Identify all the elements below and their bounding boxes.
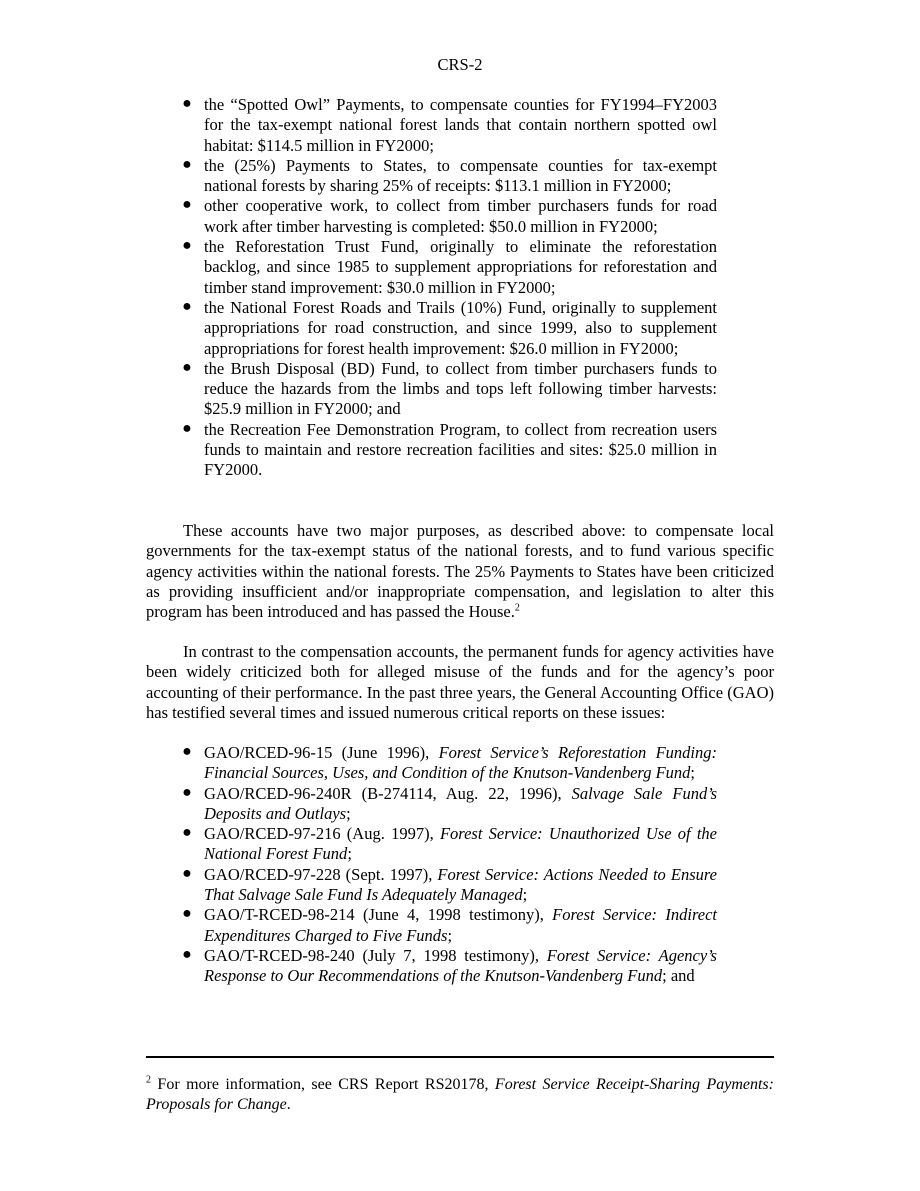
gao-report-list [180,743,717,987]
report-suffix: ; [346,803,351,823]
bullet-icon: ● [182,155,192,173]
body-paragraph [146,642,774,723]
bullet-icon: ● [182,905,192,923]
bullet-icon: ● [182,743,192,760]
list-item-text: the Brush Disposal (BD) Fund, to collect from timber purchasers funds to reduce the hazards from the limbs and tops left following timber harvests: $25.9 million in FY2000; and [204,358,717,419]
list-item [180,420,717,481]
paragraph-text: These accounts have two major purposes, as described above: to compensate local governments for the tax-exempt status of the national forests, and to fund various specific agency activities within the national forests. The 25% Payments to States have been criticized as providing insufficient and/or inappropriate compensation, and legislation to alter this program has been introduced and has passed the House. [146,521,774,622]
list-item [180,196,717,237]
report-title: Forest Service’s Reforestation Funding: Financial Sources, Uses, and Condition of the Knutson-Vandenberg Fund [204,743,717,783]
page-header: CRS-2 [437,55,483,74]
bullet-icon: ● [182,864,192,882]
list-item-text: the (25%) Payments to States, to compensate counties for tax-exempt national forests by sharing 25% of receipts: $113.1 million in FY2000; [204,155,717,196]
list-item [180,946,717,987]
list-item-text: the Recreation Fee Demonstration Program, to collect from recreation users funds to maintain and restore recreation facilities and sites: $25.0 million in FY2000. [204,419,717,480]
bullet-icon: ● [182,358,192,376]
list-item-text: the “Spotted Owl” Payments, to compensate counties for FY1994–FY2003 for the tax-exempt national forest lands that contain northern spotted owl habitat: $114.5 million in FY2000; [204,95,717,155]
bullet-icon: ● [182,419,192,437]
list-item [180,743,717,784]
list-item [180,905,717,946]
report-reference: GAO/RCED-97-216 (Aug. 1997), [204,824,440,844]
list-item [180,865,717,906]
footnote-title: Forest Service Receipt-Sharing Payments: Proposals for Change [146,1076,774,1113]
list-item [180,237,717,298]
report-suffix: ; [690,763,695,783]
report-title: Salvage Sale Fund’s Deposits and Outlays [204,783,717,823]
list-item [180,824,717,865]
report-citation [204,946,717,987]
footnote-reference: 2 [514,602,520,614]
footnote-divider [146,1056,774,1058]
report-title: Forest Service: Actions Needed to Ensure That Salvage Sale Fund Is Adequately Managed [204,864,717,905]
bullet-icon: ● [182,95,192,112]
compensation-list [180,95,717,481]
report-reference: GAO/RCED-96-240R (B-274114, Aug. 22, 1996), [204,783,572,803]
report-suffix: ; and [662,966,695,986]
footnote-text: For more information, see CRS Report RS20178, [151,1076,495,1093]
bullet-icon: ● [182,783,192,801]
report-reference: GAO/RCED-97-228 (Sept. 1997), [204,864,438,884]
report-citation [204,905,717,946]
list-item [180,298,717,359]
bullet-icon: ● [182,297,192,315]
bullet-icon: ● [182,945,192,963]
report-reference: GAO/T-RCED-98-214 (June 4, 1998 testimony), [204,905,553,925]
bullet-icon: ● [182,237,192,255]
list-item [180,784,717,825]
footnote-number: 2 [146,1074,151,1086]
report-citation [204,784,717,825]
footnote [146,1075,774,1115]
body-paragraph [146,521,774,622]
report-reference: GAO/RCED-96-15 (June 1996), [204,743,439,762]
list-item-text: the National Forest Roads and Trails (10%) Fund, originally to supplement appropriations for road construction, and since 1999, also to supplement appropriations for forest health improvement: $26.0 million in FY2000; [204,297,717,358]
report-title: Forest Service: Unauthorized Use of the National Forest Fund [204,824,718,864]
report-citation [204,824,717,865]
report-title: Forest Service: Agency’s Response to Our Recommendations of the Knutson-Vandenberg Fund [204,945,717,986]
report-title: Forest Service: Indirect Expenditures Charged to Five Funds [204,905,717,945]
list-item-text: the Reforestation Trust Fund, originally to eliminate the reforestation backlog, and since 1985 to supplement appropriations for reforestation and timber stand improvement: $30.0 million in FY2000; [204,237,717,297]
report-suffix: ; [447,925,453,945]
list-item [180,156,717,197]
report-suffix: ; [522,885,528,905]
report-citation [204,743,717,784]
paragraph-text: In contrast to the compensation accounts, the permanent funds for agency activities have been widely criticized both for alleged misuse of the funds and for the agency’s poor accounting of their performance. In the past three years, the General Accounting Office (GAO) has testified several times and issued numerous critical reports on these issues: [146,642,774,722]
report-suffix: ; [347,844,352,864]
report-reference: GAO/T-RCED-98-240 (July 7, 1998 testimony), [204,945,547,965]
list-item [180,95,717,156]
list-item [180,359,717,420]
footnote-suffix: . [286,1096,291,1113]
list-item-text: other cooperative work, to collect from timber purchasers funds for road work after timber harvesting is completed: $50.0 million in FY2000; [204,196,717,236]
report-citation [204,865,717,906]
bullet-icon: ● [182,196,192,214]
bullet-icon: ● [182,824,192,842]
